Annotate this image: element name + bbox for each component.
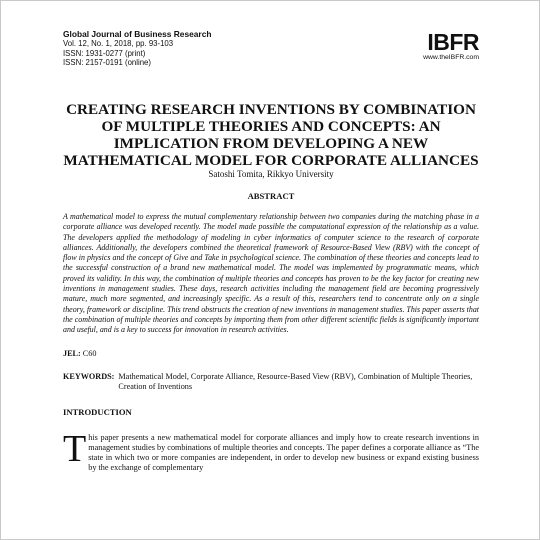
keywords-line bbox=[63, 372, 479, 393]
keywords-value: Mathematical Model, Corporate Alliance, Resource-Based View (RBV), Combination of Multiple Theories, Creation of Inventions bbox=[118, 371, 473, 392]
logo-mark: IBFR bbox=[427, 29, 479, 55]
keywords-label: KEYWORDS: bbox=[63, 371, 115, 381]
introduction-text bbox=[63, 427, 479, 474]
issn-online: ISSN: 2157-0191 (online) bbox=[63, 58, 151, 67]
journal-volume: Vol. 12, No. 1, 2018, pp. 93-103 bbox=[63, 39, 174, 48]
drop-cap: T bbox=[63, 427, 87, 470]
logo-url: www.theIBFR.com bbox=[423, 54, 479, 61]
issn-print: ISSN: 1931-0277 (print) bbox=[63, 48, 146, 58]
abstract-heading: ABSTRACT bbox=[247, 191, 295, 201]
ibfr-logo bbox=[423, 31, 479, 62]
paper-page bbox=[63, 29, 479, 474]
paper-author: Satoshi Tomita, Rikkyo University bbox=[208, 169, 334, 179]
journal-name: Global Journal of Business Research bbox=[63, 29, 212, 39]
journal-header bbox=[63, 29, 479, 69]
jel-value: C60 bbox=[82, 348, 97, 358]
abstract-text: A mathematical model to express the mutual complementary relationship between two companies during the matching phase in a corporate alliance was developed recently. The model made possible the computational expression of the relationship as a value. The developers applied the methodology of modeling in cyber informatics of computer science to the research of corporate alliances. Additionally, the developers combined the theoretical framework of Resource-Based View (RBV) with the concept of flow in physics and the concept of Give and Take in psychological science. The combination of these theories and concepts lead to the successful construction of a brand new mathematical model. The model was implemented by programmatic means, which proved its validity. In this way, the combination of multiple theories and concepts has proven to be the key factor for creating new inventions in management studies. These days, research activities including the management field are becoming progressively mature, much more segmented, and increasingly specific. As a result of this, researchers tend to concentrate only on a single theory, framework or discipline. This trend obstructs the creation of new inventions in management studies. This paper asserts that the combination of multiple theories and concepts by importing them from other different scientific fields is significantly important and useful, and is a key to success for innovation in research activities. bbox=[63, 212, 479, 335]
jel-label: JEL: bbox=[63, 348, 81, 358]
introduction-heading: INTRODUCTION bbox=[63, 406, 132, 417]
introduction-body: his paper presents a new mathematical model for corporate alliances and imply how to create research inventions in management studies by combinations of multiple theories and concepts. The paper defines a corporate alliance as “The state in which two or more companies are independent, in order to develop new business or expand existing business by the exchange of complementary bbox=[88, 432, 479, 473]
jel-line bbox=[63, 348, 479, 359]
paper-title: CREATING RESEARCH INVENTIONS BY COMBINATION OF MULTIPLE THEORIES AND CONCEPTS: AN IMPLICATION FROM DEVELOPING A NEW MATHEMATICAL MODEL FOR CORPORATE ALLIANCES bbox=[63, 101, 479, 169]
